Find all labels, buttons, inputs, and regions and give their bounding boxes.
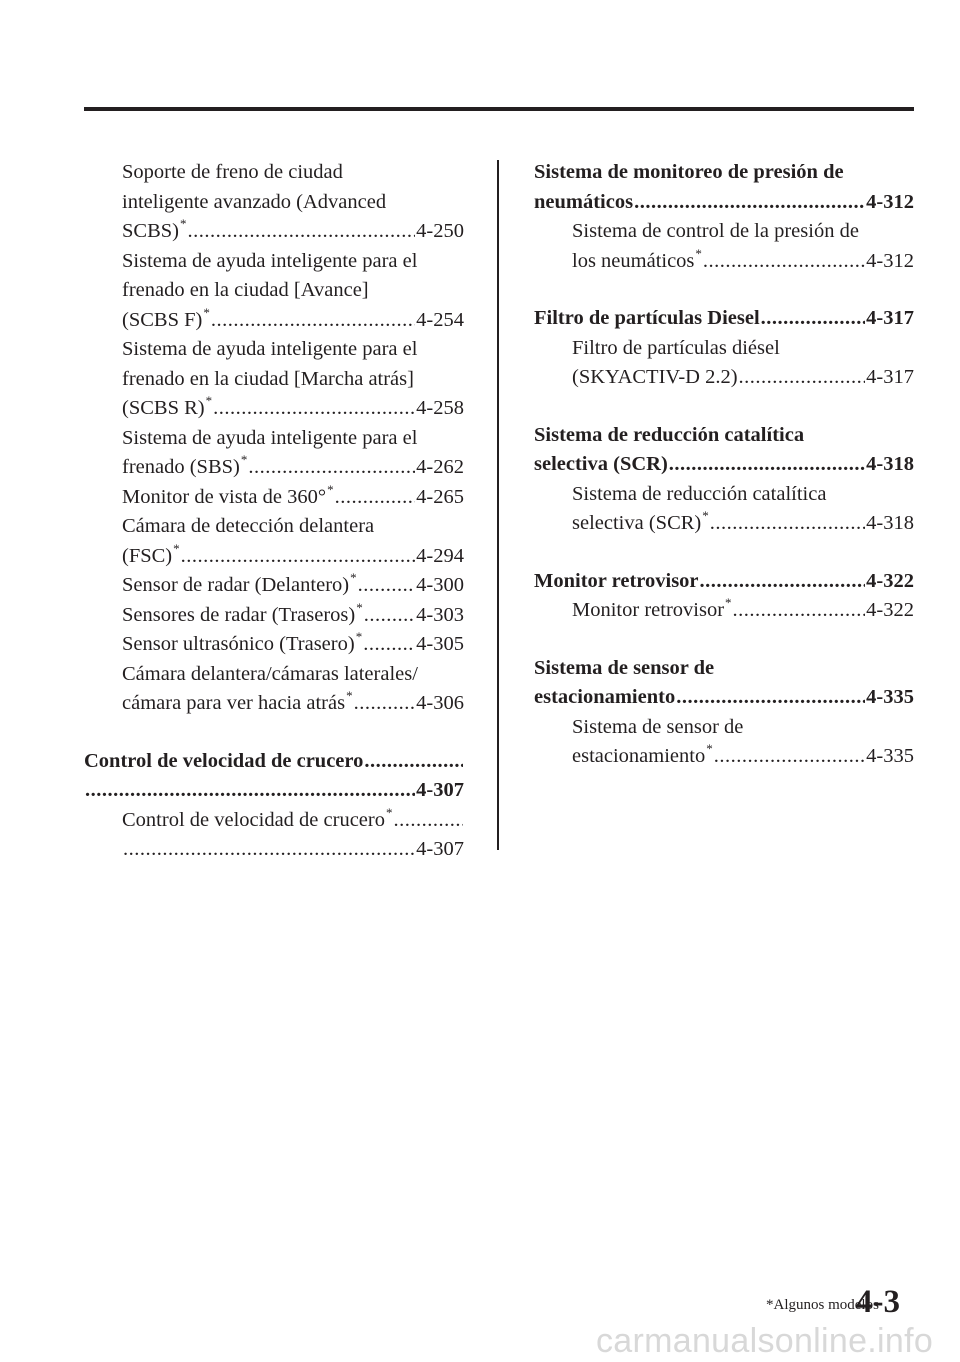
leader-dots: [123, 835, 415, 865]
leader-dots: [710, 509, 865, 539]
toc-left-column: [84, 158, 464, 865]
leader-dots: [703, 247, 865, 277]
leader-dots: [213, 394, 415, 424]
asterisk-mark: *: [695, 245, 702, 261]
page-number: 4-306: [416, 692, 464, 714]
toc-entry-radar-rear[interactable]: Sensores de radar (Traseros)* ..... 4-303: [84, 601, 464, 631]
leader-dots: [335, 483, 416, 513]
toc-entry-scbs-r[interactable]: Sistema de ayuda inteligente para el frenado en la ciudad [Marcha atrás] (SCBS R)* ..... 4-258: [84, 335, 464, 424]
asterisk-mark: *: [702, 508, 709, 523]
toc-entry-scbs-f[interactable]: Sistema de ayuda inteligente para el frenado en la ciudad [Avance] (SCBS F)* ..... 4-254: [84, 247, 464, 336]
asterisk-mark: *: [327, 481, 334, 497]
page-number: 4-322: [866, 569, 914, 592]
page-number: 4-250: [416, 220, 464, 242]
leader-dots: [700, 567, 866, 597]
leader-dots: [393, 806, 463, 836]
page-number: 4-317: [866, 307, 914, 329]
page-number: 4-335: [866, 745, 914, 767]
asterisk-mark: *: [179, 216, 187, 231]
asterisk-mark: *: [240, 452, 248, 467]
page-number: 4-318: [866, 453, 914, 475]
leader-dots: [354, 689, 416, 719]
toc-section-dpf[interactable]: Filtro de partículas Diesel ..... 4-317: [534, 304, 914, 334]
leader-dots: [733, 596, 866, 626]
asterisk-mark: *: [205, 393, 213, 408]
toc-section-rearview-monitor[interactable]: Monitor retrovisor ..... 4-322: [534, 567, 914, 597]
leader-dots: [363, 630, 415, 660]
toc-entry-360-monitor[interactable]: Monitor de vista de 360°* ..... 4-265: [84, 483, 464, 513]
toc-section-cruise-control[interactable]: Control de velocidad de crucero ..... ..... 4-307: [84, 747, 464, 806]
page-number: 4-322: [866, 599, 914, 621]
leader-dots: [248, 453, 415, 483]
footer-note: *Algunos modelos: [766, 1297, 879, 1313]
leader-dots: [211, 306, 415, 336]
leader-dots: [634, 188, 865, 218]
leader-dots: [364, 747, 463, 777]
toc-entry-sbs[interactable]: Sistema de ayuda inteligente para el frenado (SBS)* ..... 4-262: [84, 424, 464, 483]
footer-page-number: 4-3: [856, 1284, 900, 1320]
toc-section-scr[interactable]: Sistema de reducción catalítica selectiva (SCR) ..... 4-318: [534, 421, 914, 480]
leader-dots: [187, 217, 415, 247]
asterisk-mark: *: [203, 304, 210, 320]
page-number: 4-303: [416, 603, 464, 626]
page-number: 4-305: [416, 633, 464, 655]
page-number: 4-307: [416, 779, 464, 801]
toc-entry-rearview-monitor[interactable]: Monitor retrovisor* ..... 4-322: [534, 596, 914, 626]
leader-dots: [714, 742, 865, 772]
page-number: 4-294: [416, 544, 464, 567]
page-number: 4-312: [866, 249, 914, 272]
page-number: 4-312: [866, 190, 914, 213]
leader-dots: [669, 450, 865, 480]
asterisk-mark: *: [355, 629, 363, 644]
page-number: 4-300: [416, 574, 464, 596]
asterisk-mark: *: [346, 688, 353, 703]
asterisk-mark: *: [350, 570, 357, 585]
asterisk-mark: *: [385, 804, 393, 820]
page-number: 4-265: [416, 485, 464, 508]
toc-entry-parking-sensor[interactable]: Sistema de sensor de estacionamiento* ..... 4-335: [534, 713, 914, 772]
leader-dots: [676, 683, 865, 713]
page-number: 4-318: [866, 512, 914, 534]
page-number: 4-258: [416, 397, 464, 419]
page-number: 4-317: [866, 366, 914, 388]
asterisk-mark: *: [706, 741, 713, 756]
watermark: carmanualsonline.info: [596, 1322, 934, 1360]
asterisk-mark: *: [173, 540, 180, 556]
toc-entry-cameras[interactable]: Cámara delantera/cámaras laterales/ cámara para ver hacia atrás* ..... 4-306: [84, 660, 464, 719]
toc-entry-ultrasonic[interactable]: Sensor ultrasónico (Trasero)* ..... 4-305: [84, 630, 464, 660]
toc-section-tpms[interactable]: Sistema de monitoreo de presión de neumáticos ..... 4-312: [534, 158, 914, 217]
leader-dots: [761, 304, 866, 334]
page-number: 4-254: [416, 308, 464, 331]
page-number: 4-335: [866, 686, 914, 708]
toc-entry-dpf[interactable]: Filtro de partículas diésel (SKYACTIV-D 2.2) ..... 4-317: [534, 334, 914, 393]
leader-dots: [364, 601, 415, 631]
header-rule: [84, 107, 914, 111]
toc-entry-fsc[interactable]: Cámara de detección delantera (FSC)* ..... 4-294: [84, 512, 464, 571]
toc-section-parking-sensor[interactable]: Sistema de sensor de estacionamiento ..... 4-335: [534, 654, 914, 713]
leader-dots: [739, 363, 866, 393]
toc-right-column: [534, 158, 914, 772]
leader-dots: [85, 776, 415, 806]
toc-entry-advanced-scbs[interactable]: Soporte de freno de ciudad inteligente avanzado (Advanced SCBS)* ..... 4-250: [84, 158, 464, 247]
page-number: 4-262: [416, 456, 464, 478]
leader-dots: [181, 542, 416, 572]
asterisk-mark: *: [725, 595, 732, 610]
toc-entry-tpms[interactable]: Sistema de control de la presión de los neumáticos* ..... 4-312: [534, 217, 914, 276]
toc-entry-radar-front[interactable]: Sensor de radar (Delantero)* ..... 4-300: [84, 571, 464, 601]
toc-entry-scr[interactable]: Sistema de reducción catalítica selectiva (SCR)* ..... 4-318: [534, 480, 914, 539]
leader-dots: [358, 571, 416, 601]
page-number: 4-307: [416, 838, 464, 860]
column-divider: [497, 160, 499, 850]
toc-entry-cruise-control[interactable]: Control de velocidad de crucero* ..... ..... 4-307: [84, 806, 464, 865]
asterisk-mark: *: [356, 599, 363, 615]
